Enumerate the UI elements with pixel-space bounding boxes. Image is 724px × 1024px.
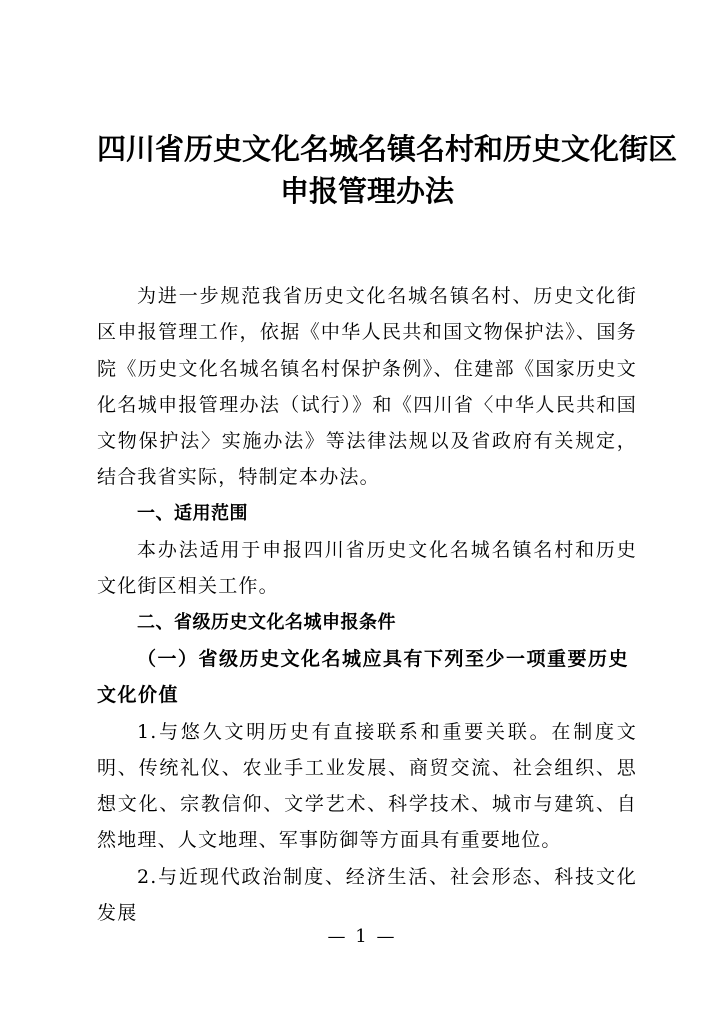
section-1-paragraph: 本办法适用于申报四川省历史文化名城名镇名村和历史文化街区相关工作。 bbox=[97, 539, 637, 598]
section-2-heading: 二、省级历史文化名城申报条件 bbox=[137, 611, 396, 633]
intro-paragraph: 为进一步规范我省历史文化名城名镇名村、历史文化街区申报管理工作，依据《中华人民共和国文物保护法》、国务院《历史文化名城名镇名村保护条例》、住建部《国家历史文化名城申报管理办法（试行）》和《四川省〈中华人民共和国文物保护法〉实施办法》等法律法规以及省政府有关规定，结合我省实际，特制定本办法。 bbox=[97, 285, 637, 489]
title-line-2: 申报管理办法 bbox=[279, 174, 454, 208]
item-1-paragraph: 1.与悠久文明历史有直接联系和重要关联。在制度文明、传统礼仪、农业手工业发展、商贸交流、社会组织、思想文化、宗教信仰、文学艺术、科学技术、城市与建筑、自然地理、人文地理、军事防御等方面具有重要地位。 bbox=[97, 720, 637, 852]
item-2-paragraph: 2.与近现代政治制度、经济生活、社会形态、科技文化发展 bbox=[97, 865, 637, 925]
document-page bbox=[97, 128, 678, 931]
title-line-1: 四川省历史文化名城名镇名村和历史文化街区 bbox=[97, 132, 678, 166]
page-number: — 1 — bbox=[327, 926, 397, 947]
section-1-heading: 一、适用范围 bbox=[137, 502, 248, 524]
document-body bbox=[97, 278, 637, 931]
document-title bbox=[97, 128, 678, 212]
subsection-1-heading: （一）省级历史文化名城应具有下列至少一项重要历史文化价值 bbox=[97, 647, 630, 707]
